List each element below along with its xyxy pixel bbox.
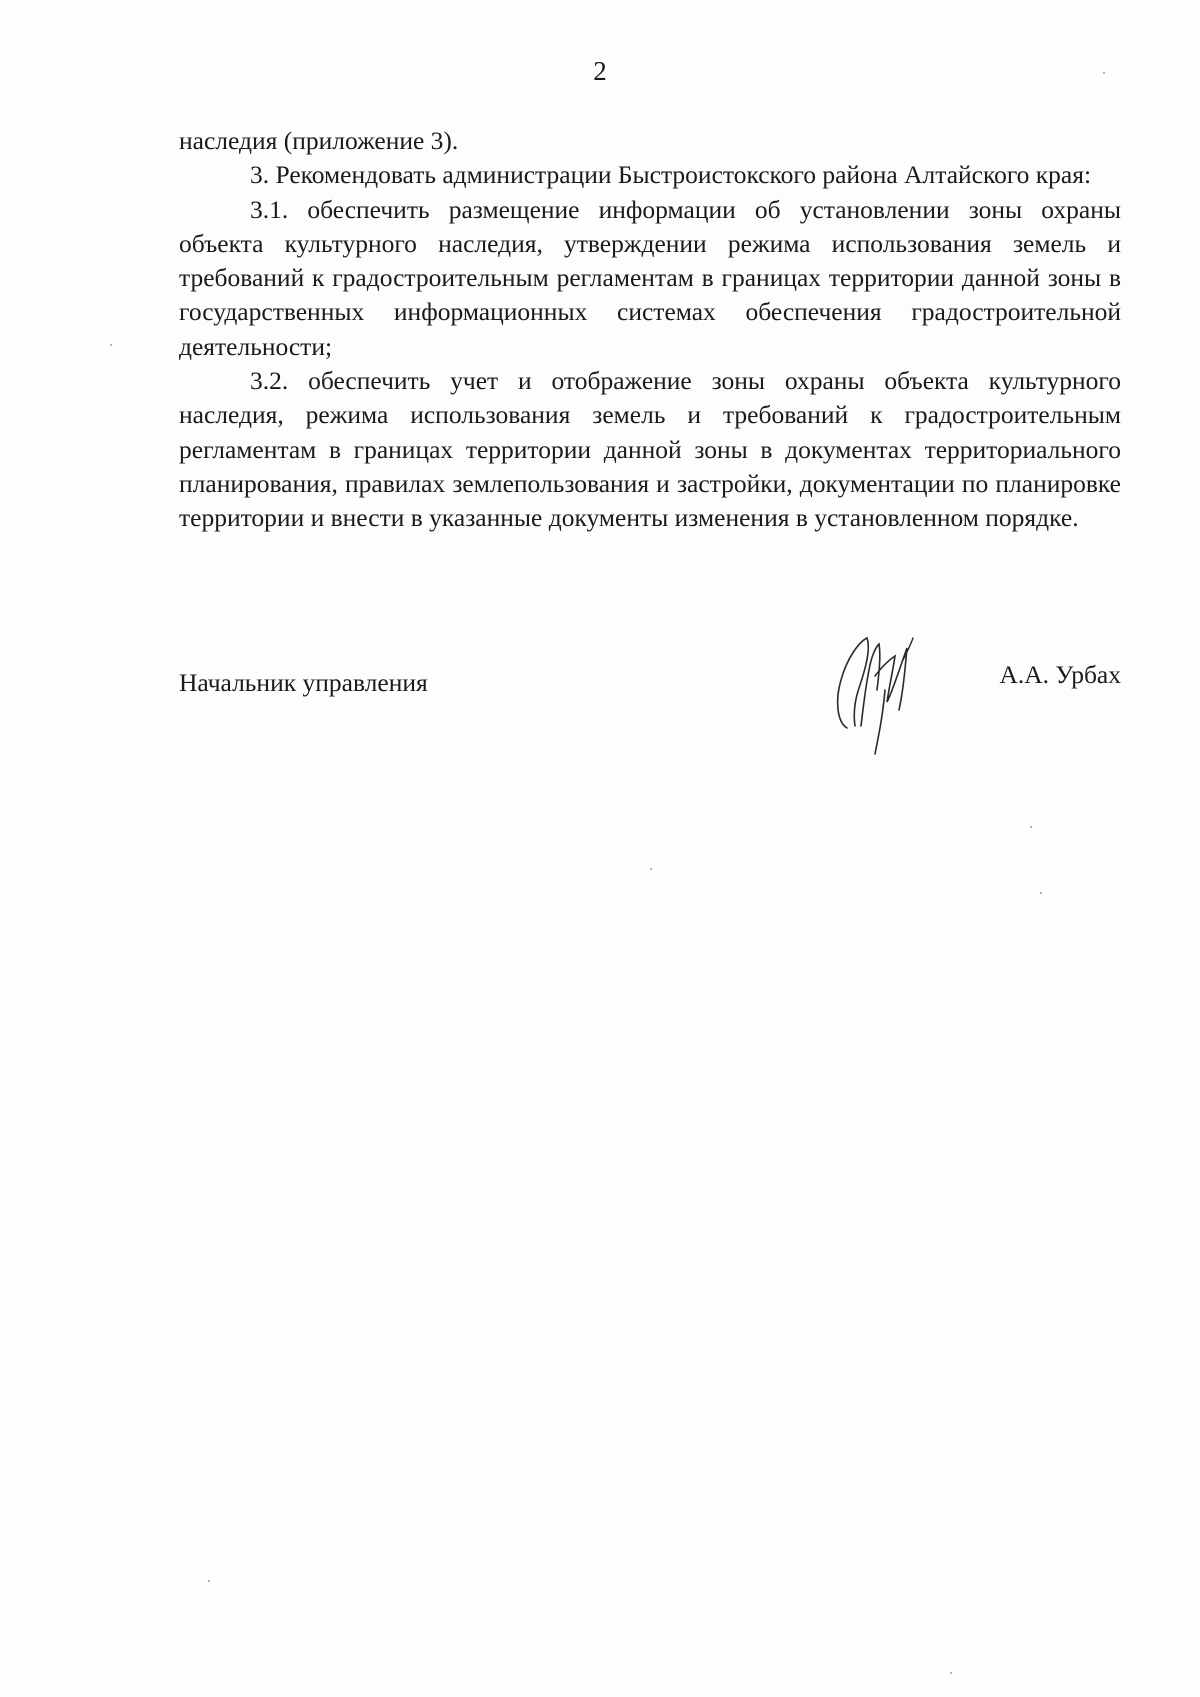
scan-speck	[1103, 72, 1105, 74]
scan-speck	[1040, 892, 1042, 894]
scan-speck	[208, 1580, 210, 1582]
paragraph-item-3: 3. Рекомендовать администрации Быстроистокского района Алтайского края:	[250, 160, 1092, 190]
page-number: 2	[593, 56, 607, 86]
signatory-position: Начальник управления	[179, 668, 428, 697]
paragraph-item-3-2: 3.2. обеспечить учет и отображение зоны охраны объекта культурного наследия, режима использования земель и требований к градостроительным регламентам в границах территории данной зоны в документах территориального планирования, правилах землепользования и застройки, документации по планировке территории и внести в указанные документы изменения в установленном порядке.	[179, 366, 1121, 533]
signatory-name: А.А. Урбах	[999, 660, 1121, 689]
scan-speck	[650, 868, 652, 870]
paragraph-continuation: наследия (приложение 3).	[179, 126, 459, 155]
scan-speck	[1030, 826, 1032, 828]
paragraph-item-3-1: 3.1. обеспечить размещение информации об установлении зоны охраны объекта культурного наследия, утверждении режима использования земель и требований к градостроительным регламентам в границах территории данной зоны в государственных информационных системах обеспечения градостроительной деятельности;	[179, 194, 1121, 361]
handwritten-signature	[819, 630, 939, 760]
document-body	[179, 124, 1121, 536]
signature-block	[179, 630, 1121, 760]
scan-speck	[110, 344, 112, 346]
scan-speck	[950, 1672, 952, 1674]
